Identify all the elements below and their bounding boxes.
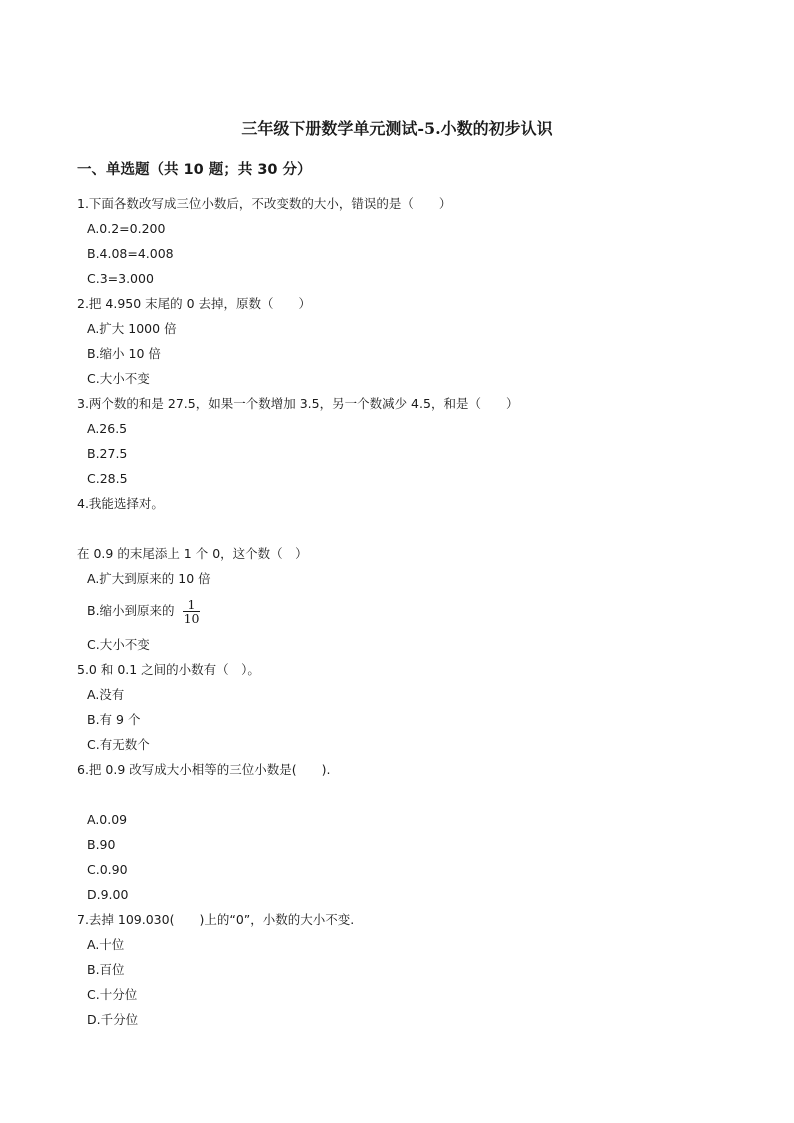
question-6-option-d[interactable]: D.9.00 (87, 887, 129, 902)
question-2-option-a[interactable]: A.扩大 1000 倍 (87, 321, 177, 336)
question-6-option-b[interactable]: B.90 (87, 837, 116, 852)
question-2-option-c[interactable]: C.大小不变 (87, 371, 150, 386)
fraction-numerator: 1 (187, 597, 196, 612)
section-heading: 一、单选题（共 10 题；共 30 分） (77, 162, 312, 178)
question-1-option-c[interactable]: C.3=3.000 (87, 271, 154, 286)
question-6-option-c[interactable]: C.0.90 (87, 862, 128, 877)
question-4-stem: 4.我能选择对。 (77, 496, 164, 511)
question-1-option-b[interactable]: B.4.08=4.008 (87, 246, 174, 261)
question-5-option-b[interactable]: B.有 9 个 (87, 712, 141, 727)
question-4-option-b-label: B.缩小到原来的 (87, 603, 175, 618)
question-1-stem: 1.下面各数改写成三位小数后，不改变数的大小，错误的是（ ） (77, 196, 452, 211)
question-1-option-a[interactable]: A.0.2=0.200 (87, 221, 166, 236)
question-4-option-b[interactable] (87, 596, 200, 626)
question-3-option-c[interactable]: C.28.5 (87, 471, 128, 486)
question-6-stem: 6.把 0.9 改写成大小相等的三位小数是( ). (77, 762, 331, 777)
question-4-option-a[interactable]: A.扩大到原来的 10 倍 (87, 571, 211, 586)
question-4-substem: 在 0.9 的末尾添上 1 个 0，这个数（ ） (77, 546, 308, 561)
question-7-option-a[interactable]: A.十位 (87, 937, 125, 952)
question-5-option-c[interactable]: C.有无数个 (87, 737, 150, 752)
question-5-stem: 5.0 和 0.1 之间的小数有（ ）。 (77, 662, 260, 677)
page-title: 三年级下册数学单元测试-5.小数的初步认识 (241, 119, 553, 138)
fraction-one-tenth (183, 598, 201, 625)
question-5-option-a[interactable]: A.没有 (87, 687, 125, 702)
question-7-option-b[interactable]: B.百位 (87, 962, 125, 977)
question-3-option-b[interactable]: B.27.5 (87, 446, 128, 461)
question-2-stem: 2.把 4.950 末尾的 0 去掉，原数（ ） (77, 296, 312, 311)
fraction-denominator: 10 (183, 611, 200, 626)
question-3-option-a[interactable]: A.26.5 (87, 421, 128, 436)
question-2-option-b[interactable]: B.缩小 10 倍 (87, 346, 161, 361)
question-6-option-a[interactable]: A.0.09 (87, 812, 128, 827)
question-3-stem: 3.两个数的和是 27.5，如果一个数增加 3.5，另一个数减少 4.5，和是（ ） (77, 396, 519, 411)
question-7-stem: 7.去掉 109.030( )上的“0”，小数的大小不变. (77, 912, 355, 927)
question-7-option-c[interactable]: C.十分位 (87, 987, 138, 1002)
question-7-option-d[interactable]: D.千分位 (87, 1012, 139, 1027)
question-4-option-c[interactable]: C.大小不变 (87, 637, 150, 652)
